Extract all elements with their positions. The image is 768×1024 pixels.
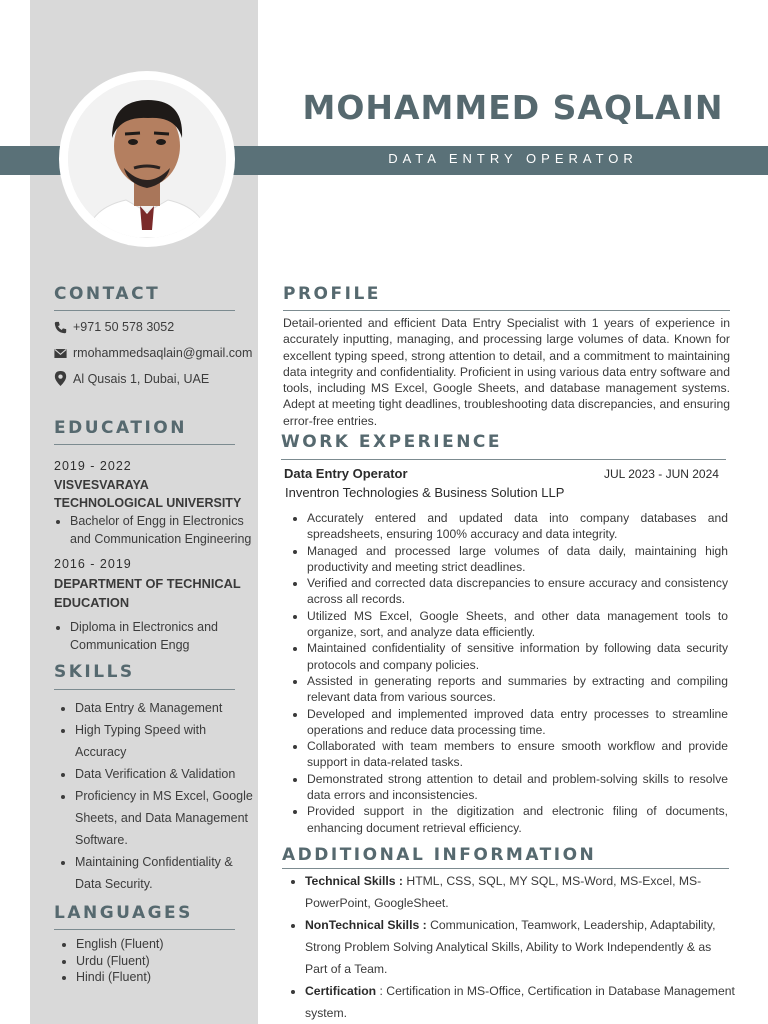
skill-item: • High Typing Speed with Accuracy — [75, 719, 255, 763]
skill-item: • Maintaining Confidentiality & Data Security. — [75, 851, 255, 895]
education-divider — [54, 444, 235, 445]
responsibility-item: • Verified and corrected data discrepancies to ensure accuracy and consistency across all records. — [307, 575, 728, 608]
phone-icon — [54, 321, 67, 334]
job-title: Data Entry Operator — [284, 466, 408, 481]
degree-line: Diploma in Electronics and — [70, 620, 218, 634]
additional-item — [305, 980, 735, 1024]
work-experience-heading: WORK EXPERIENCE — [281, 432, 503, 452]
language-item: • English (Fluent) — [76, 936, 256, 953]
responsibility-item: • Maintained confidentiality of sensitive information by following data security protocols and company policies. — [307, 640, 728, 673]
education-degree — [54, 512, 275, 548]
school-name-line: TECHNOLOGICAL UNIVERSITY — [54, 496, 242, 510]
profile-heading: PROFILE — [283, 284, 381, 304]
person-portrait-icon — [68, 80, 226, 238]
additional-item-label: Technical Skills : — [305, 874, 403, 888]
education-heading: EDUCATION — [54, 418, 187, 438]
languages-list — [60, 936, 256, 986]
language-item: • Hindi (Fluent) — [76, 969, 256, 986]
degree-line: and Communication Engineering — [70, 532, 252, 546]
responsibility-item: • Assisted in generating reports and summaries by extracting and compiling relevant data from various sources. — [307, 673, 728, 706]
responsibility-item: • Utilized MS Excel, Google Sheets, and other data management tools to organize, sort, and analyze data efficiently. — [307, 608, 728, 641]
skill-item: • Data Verification & Validation — [75, 763, 255, 785]
location-text: Al Qusais 1, Dubai, UAE — [73, 371, 210, 386]
school-name-line: VISVESVARAYA — [54, 478, 149, 492]
responsibility-item: • Demonstrated strong attention to detail and problem-solving skills to resolve data errors and inconsistencies. — [307, 771, 728, 804]
degree-line: Communication Engg — [70, 638, 190, 652]
work-experience-divider — [281, 459, 726, 460]
job-responsibilities — [290, 510, 728, 836]
skills-divider — [54, 689, 235, 690]
email-address: rmohammedsaqlain@gmail.com — [73, 346, 253, 360]
job-dates: JUL 2023 - JUN 2024 — [604, 467, 719, 481]
education-years: 2016 - 2019 — [54, 557, 132, 571]
candidate-name: MOHAMMED SAQLAIN — [302, 88, 724, 127]
education-degree — [54, 618, 275, 654]
contact-email — [54, 346, 252, 360]
additional-information-list — [288, 870, 735, 1024]
skills-list — [59, 697, 255, 895]
job-role-title: DATA ENTRY OPERATOR — [388, 151, 638, 166]
additional-item-text: : Certification in MS-Office, Certification in Database Management system. — [305, 984, 735, 1020]
profile-summary: Detail-oriented and efficient Data Entry Specialist with 1 years of experience in accurately inputting, managing, and processing large volumes of data. Known for excellent typing speed, strong attention to detail, and a commitment to maintaining data integrity and confidentiality. Proficient in using various data entry software and tools, including MS Excel, Google Sheets, and database management systems. Adept at meeting tight deadlines, troubleshooting data discrepancies, and ensuring error-free entries. — [283, 316, 730, 428]
additional-item-label: NonTechnical Skills : — [305, 918, 427, 932]
degree-item — [70, 618, 275, 654]
languages-heading: LANGUAGES — [54, 903, 193, 923]
job-company: Inventron Technologies & Business Solution LLP — [285, 485, 565, 500]
contact-phone — [54, 320, 174, 334]
additional-item — [305, 914, 735, 980]
contact-location — [54, 371, 209, 386]
contact-heading: CONTACT — [54, 284, 161, 304]
school-name-line: EDUCATION — [54, 595, 130, 610]
profile-divider — [283, 310, 730, 311]
responsibility-item: • Collaborated with team members to ensure smooth workflow and provide support in data-related tasks. — [307, 738, 728, 771]
responsibility-item: • Managed and processed large volumes of data daily, maintaining high productivity and meeting strict deadlines. — [307, 543, 728, 576]
degree-line: Bachelor of Engg in Electronics — [70, 514, 244, 528]
additional-item — [305, 870, 735, 914]
skills-heading: SKILLS — [54, 662, 135, 682]
education-school — [54, 574, 254, 612]
additional-item-label: Certification — [305, 984, 377, 998]
additional-item-text: Communication, Teamwork, Leadership, Adaptability, Strong Problem Solving Analytical Skills, Ability to Work Independently & as Part of a Team. — [305, 918, 716, 976]
education-years: 2019 - 2022 — [54, 459, 132, 473]
additional-item-text: HTML, CSS, SQL, MY SQL, MS-Word, MS-Excel, MS-PowerPoint, GoogleSheet. — [305, 874, 702, 910]
language-item: • Urdu (Fluent) — [76, 953, 256, 970]
additional-information-heading: ADDITIONAL INFORMATION — [282, 845, 597, 865]
responsibility-item: • Developed and implemented improved data entry processes to streamline operations and reduce data processing time. — [307, 706, 728, 739]
responsibility-item: • Accurately entered and updated data into company databases and spreadsheets, ensuring 100% accuracy and data integrity. — [307, 510, 728, 543]
skill-item: • Data Entry & Management — [75, 697, 255, 719]
phone-number: +971 50 578 3052 — [73, 320, 175, 334]
languages-divider — [54, 929, 235, 930]
education-school — [54, 476, 254, 512]
contact-divider — [54, 310, 235, 311]
additional-information-divider — [282, 868, 729, 869]
responsibility-item: • Provided support in the digitization and electronic filing of documents, enhancing document retrieval efficiency. — [307, 803, 728, 836]
profile-photo — [68, 80, 226, 238]
school-name-line: DEPARTMENT OF TECHNICAL — [54, 576, 241, 591]
degree-item — [70, 512, 275, 548]
mail-icon — [54, 348, 67, 359]
skill-item: • Proficiency in MS Excel, Google Sheets, and Data Management Software. — [75, 785, 255, 851]
location-pin-icon — [54, 371, 67, 386]
